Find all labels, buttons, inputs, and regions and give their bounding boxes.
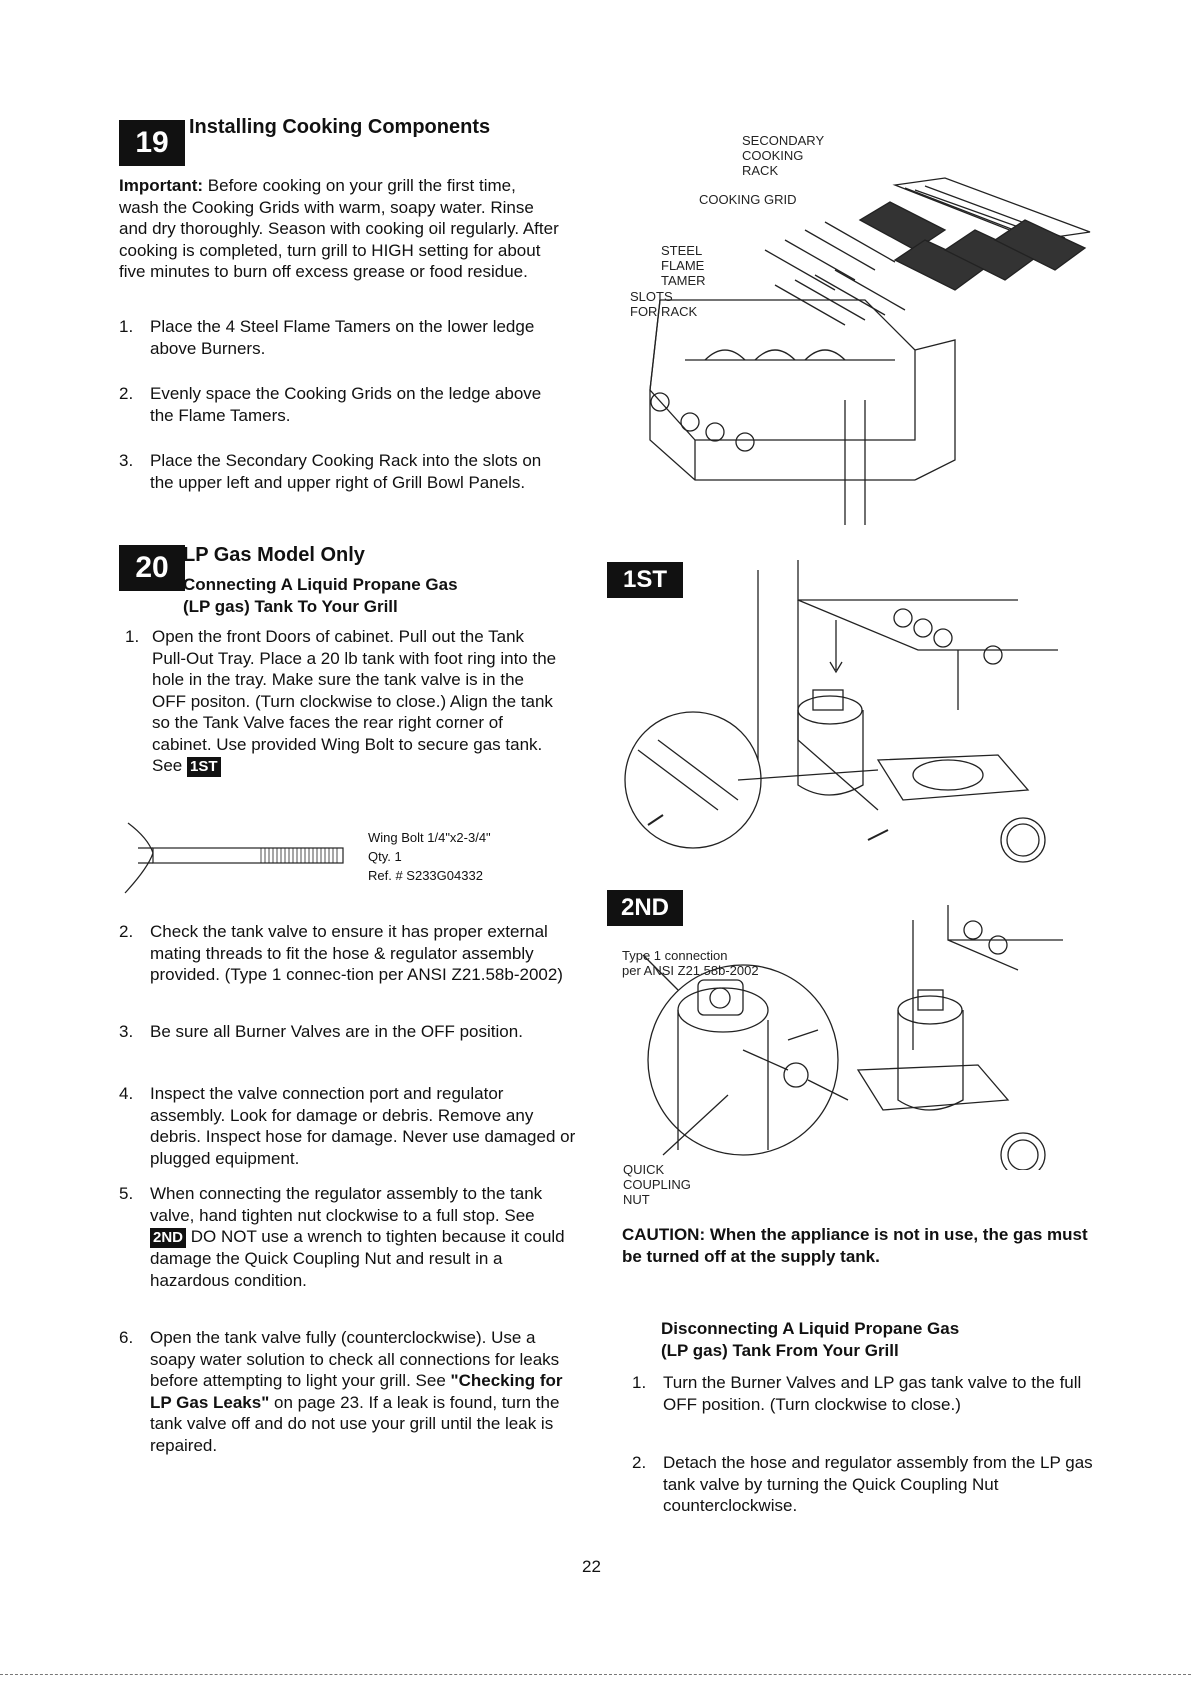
- wing-bolt-name: Wing Bolt 1/4"x2-3/4": [368, 830, 491, 845]
- step-text: [150, 1327, 580, 1456]
- step-text: [150, 1183, 570, 1291]
- step-text: Be sure all Burner Valves are in the OFF position.: [150, 1022, 523, 1041]
- label-secondary-cooking-rack: SECONDARY COOKING RACK: [742, 133, 824, 178]
- subtitle-line-2: (LP gas) Tank To Your Grill: [183, 597, 398, 616]
- label-cooking-grid: COOKING GRID: [699, 192, 797, 207]
- step-text: Check the tank valve to ensure it has proper external mating threads to fit the hose & regulator assembly provided. (Type 1 connec-tion per ANSI Z21.58b-2002): [150, 922, 563, 984]
- step-number: 2.: [632, 1453, 647, 1472]
- ref-1st-badge: 1ST: [187, 757, 221, 777]
- step-number: 4.: [119, 1084, 134, 1103]
- coupling-text: COUPLING: [623, 1177, 691, 1192]
- important-paragraph: [119, 175, 559, 283]
- label-slots-for-rack: SLOTS FOR RACK: [630, 289, 698, 319]
- step-19-badge: 19: [119, 120, 185, 166]
- page-number: 22: [582, 1557, 601, 1576]
- figure-1st-badge: 1ST: [607, 562, 683, 598]
- disconnect-title-line-1: Disconnecting A Liquid Propane Gas: [661, 1319, 960, 1338]
- footer-divider: [0, 1674, 1191, 1675]
- step-text-b: on page 23. If a leak is found, turn the tank valve off and do not use your grill until the leak is repaired.: [150, 1392, 560, 1455]
- step-number: 1.: [125, 627, 140, 646]
- ref-2nd-badge: 2ND: [150, 1228, 186, 1248]
- important-label: Important:: [119, 176, 204, 195]
- section-19-title: Installing Cooking Components: [189, 116, 491, 138]
- nut-text: NUT: [623, 1192, 650, 1207]
- step-text: Turn the Burner Valves and LP gas tank valve to the full OFF position. (Turn clockwise to close.): [663, 1373, 1082, 1414]
- step-number: 2.: [119, 922, 134, 941]
- step-text-a: Open the tank valve fully (counterclockwise). Use a soapy water solution to check all connections for leaks before attempting to light your grill. See: [150, 1328, 560, 1390]
- label-steel-flame-tamer: STEEL FLAME TAMER: [661, 243, 706, 288]
- step-number: 1.: [632, 1373, 647, 1392]
- disconnect-title: [661, 1318, 959, 1362]
- step-number: 3.: [119, 1022, 134, 1041]
- wing-bolt-illustration: [113, 818, 353, 898]
- step-text: [128, 626, 558, 777]
- step-number: 1.: [119, 317, 134, 336]
- section-20-title: LP Gas Model Only: [183, 544, 365, 566]
- figure-2nd-badge: 2ND: [607, 890, 683, 926]
- step-text: Inspect the valve connection port and regulator assembly. Look for damage or debris. Remove any debris. Inspect hose for damage. Never use damaged or plugged equipment.: [150, 1084, 576, 1168]
- step-text-a: When connecting the regulator assembly to the tank valve, hand tighten nut clockwise to a full stop. See: [150, 1184, 543, 1225]
- step-number: 3.: [119, 451, 134, 470]
- regulator-connection-illustration: [618, 900, 1068, 1170]
- step-text-b: DO NOT use a wrench to tighten because it could damage the Quick Coupling Nut and result in a hazardous condition.: [150, 1227, 565, 1290]
- step-number: 5.: [119, 1184, 134, 1203]
- wing-bolt-ref: Ref. # S233G04332: [368, 868, 483, 883]
- step-number: 2.: [119, 384, 134, 403]
- step-20-badge: 20: [119, 545, 185, 591]
- section-20-subtitle: [183, 574, 458, 618]
- subtitle-line-1: Connecting A Liquid Propane Gas: [183, 575, 458, 594]
- caution-note: CAUTION: When the appliance is not in use, the gas must be turned off at the supply tank.: [622, 1225, 1088, 1266]
- type-line-2: per ANSI Z21.58b-2002: [622, 963, 759, 978]
- step-text: Place the 4 Steel Flame Tamers on the lower ledge above Burners.: [150, 317, 535, 358]
- important-text: Before cooking on your grill the first time, wash the Cooking Grids with warm, soapy water. Rinse and dry thoroughly. Season with cooking oil regularly. After cooking is completed, turn grill to HIGH setting for about five minutes to burn off excess grease or food residue.: [119, 176, 559, 281]
- type-line-1: Type 1 connection: [622, 948, 728, 963]
- cooking-components-illustration: [615, 140, 1095, 525]
- tank-install-illustration: [618, 560, 1068, 880]
- step-number: 6.: [119, 1328, 134, 1347]
- leak-check-ref: "Checking for LP Gas Leaks": [150, 1371, 563, 1412]
- quick-coupling-nut-label: [623, 1162, 691, 1207]
- wing-bolt-spec: [368, 830, 491, 884]
- step-text: Evenly space the Cooking Grids on the ledge above the Flame Tamers.: [150, 384, 542, 425]
- disconnect-title-line-2: (LP gas) Tank From Your Grill: [661, 1341, 899, 1360]
- quick-text: QUICK: [623, 1162, 665, 1177]
- wing-bolt-qty: Qty. 1: [368, 849, 402, 864]
- step-text: Place the Secondary Cooking Rack into the slots on the upper left and upper right of Grill Bowl Panels.: [150, 451, 542, 492]
- step-text-body: Open the front Doors of cabinet. Pull out the Tank Pull-Out Tray. Place a 20 lb tank with foot ring into the hole in the tray. Make sure the tank valve is in the OFF positon. (Turn clockwise to close.) Align the tank so the Tank Valve faces the rear right corner of cabinet. Use provided Wing Bolt to secure gas tank. See: [152, 627, 557, 775]
- step-text: Detach the hose and regulator assembly from the LP gas tank valve by turning the Quick Coupling Nut counterclockwise.: [663, 1453, 1093, 1515]
